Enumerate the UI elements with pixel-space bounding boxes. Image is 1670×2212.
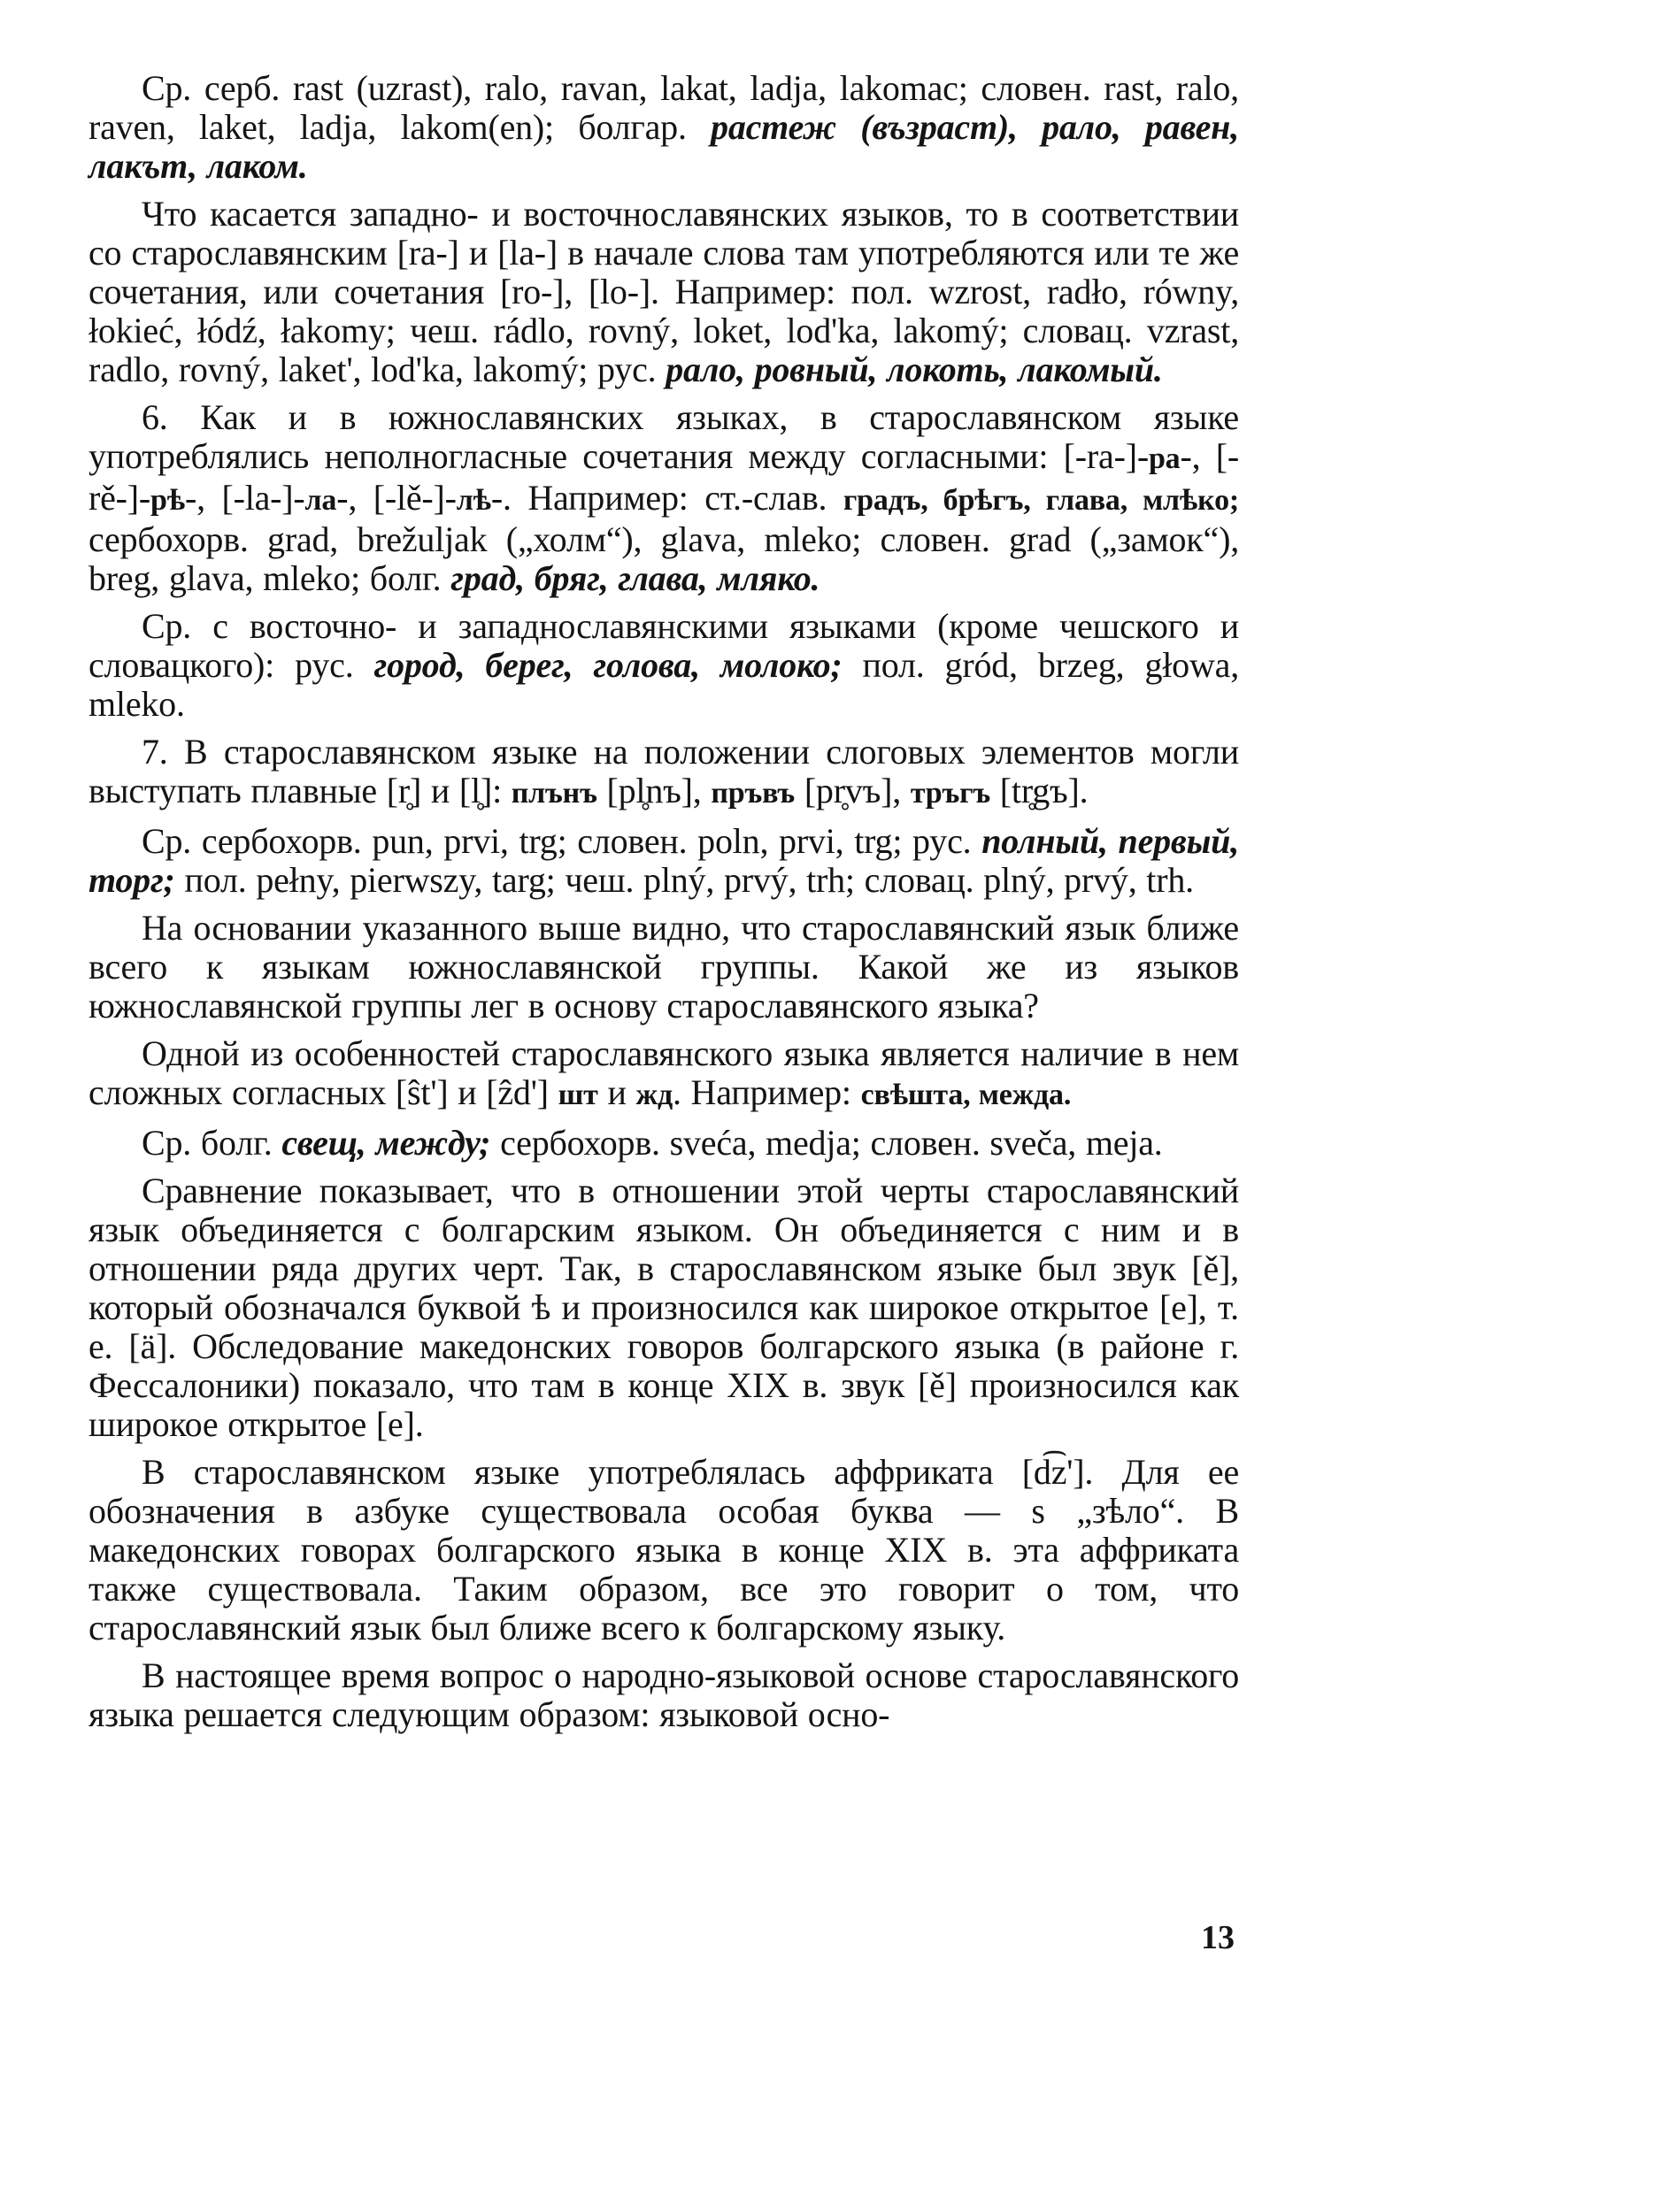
paragraph — [89, 909, 1239, 1025]
italic-text: град, бряг, глава, мляко. — [450, 558, 820, 598]
old-slavonic-text: градъ, брѣгъ, глава, млѣко; — [843, 484, 1239, 517]
text-segment: . Например: — [672, 1072, 861, 1112]
text-segment: -, [-la-]- — [184, 478, 305, 518]
text-segment: Ср. серб. rast (uzrast), ralo, ravan, lakat, ladja, lakomac; словен. rast, ralo, raven, laket, ladja, lakom(en); болгар. — [89, 68, 1239, 147]
text-segment: В старославянском языке употреблялась аффриката [d͡z']. Для ее обозначения в азбуке существовала особая буква — ѕ „зѣло“. В македонских говорах болгарского языка в конце XIX в. эта аффриката также существовала. Таким образом, все это говорит о том, что старославянский язык был ближе всего к болгарскому языку. — [89, 1452, 1239, 1647]
old-slavonic-text: свѣшта, межда. — [860, 1079, 1072, 1111]
text-segment: сербохорв. sveća, medja; словен. sveča, meja. — [490, 1123, 1163, 1163]
paragraph — [89, 607, 1239, 724]
text-segment: сербохорв. grad, brežuljak („холм“), glava, mleko; словен. grad („замок“), breg, glava, mleko; болг. — [89, 519, 1239, 598]
paragraph — [89, 1124, 1239, 1163]
text-segment: Сравнение показывает, что в отношении этой черты старославянский язык объединяется с болгарским языком. Он объединяется с ним и в отношении ряда других черт. Так, в старославянском языке был звук [ě], который обозначался буквой ѣ и произносился как широкое открытое [e], т. е. [ä]. Обследование македонских говоров болгарского языка (в районе г. Фессалоники) показало, что там в конце XIX в. звук [ě] произносился как широкое открытое [e]. — [89, 1171, 1239, 1444]
italic-text: рало, ровный, локоть, лакомый. — [666, 349, 1163, 389]
paragraph — [89, 1034, 1239, 1115]
old-slavonic-text: пръвъ — [711, 777, 796, 810]
text-segment: На основании указанного выше видно, что старославянский язык ближе всего к языкам южнославянской группы. Какой же из языков южнославянской группы лег в основу старославянского языка? — [89, 908, 1239, 1025]
text-segment: -, [-rě-]- — [89, 436, 1239, 518]
old-slavonic-text: ла — [304, 484, 337, 517]
text-segment: Одной из особенностей старославянского языка является наличие в нем сложных согласных [ŝt'] и [ẑd'] — [89, 1033, 1239, 1112]
paragraph — [89, 1656, 1239, 1734]
text-segment: [pr̥vъ], — [795, 771, 911, 810]
italic-text: город, берег, голова, молоко; — [373, 645, 843, 685]
old-slavonic-text: жд — [635, 1079, 673, 1111]
page-number: 13 — [1201, 1919, 1235, 1956]
paragraph — [89, 822, 1239, 900]
text-segment: пол. gród, brzeg, głowa, mleko. — [89, 645, 1240, 724]
text-segment: -, [-lě-]- — [336, 478, 457, 518]
text-segment: и — [597, 1072, 636, 1112]
paragraph — [89, 1453, 1239, 1647]
paragraph — [89, 1171, 1239, 1444]
text-segment: 6. Как и в южнославянских языках, в старославянском языке употреблялись неполногласные сочетания между согласными: [-ra-]- — [89, 397, 1239, 476]
italic-text: растеж (възраст), рало, равен, лакът, лаком. — [89, 107, 1239, 186]
paragraph — [89, 398, 1239, 598]
italic-text: свещ, между; — [281, 1123, 491, 1163]
paragraph — [89, 69, 1239, 186]
old-slavonic-text: ра — [1148, 442, 1181, 475]
text-segment: Ср. болг. — [142, 1123, 282, 1163]
text-segment: В настоящее время вопрос о народно-языковой основе старославянского языка решается следующим образом: языковой осно- — [89, 1655, 1239, 1734]
text-segment: -. Например: ст.-слав. — [490, 478, 843, 518]
text-segment: 7. В старославянском языке на положении слоговых элементов могли выступать плавные [r̥] и [l̥]: — [89, 732, 1239, 810]
text-segment: Ср. с восточно- и западнославянскими языками (кроме чешского и словацкого): рус. — [89, 606, 1239, 685]
italic-text: полный, первый, торг; — [89, 821, 1240, 900]
old-slavonic-text: рѣ — [150, 484, 185, 517]
paragraph — [89, 733, 1239, 813]
old-slavonic-text: шт — [558, 1079, 598, 1111]
text-segment: пол. pełny, pierwszy, targ; чеш. plný, prvý, trh; словац. plný, prvý, trh. — [174, 860, 1194, 900]
text-segment: [pl̥nъ], — [596, 771, 712, 810]
old-slavonic-text: плънъ — [511, 777, 597, 810]
text-segment: Что касается западно- и восточнославянских языков, то в соответствии со старославянским [ra-] и [la-] в начале слова там употребляются или те же сочетания, или сочетания [ro-], [lo-]. Например: пол. wzrost, radło, równy, łokieć, łódź, łakomy; чеш. rádlo, rovný, loket, lod'ka, lakomý; словац. vzrast, radlo, rovný, laket', lod'ka, lakomý; рус. — [89, 194, 1239, 389]
page-body — [89, 69, 1239, 1734]
paragraph — [89, 195, 1239, 389]
old-slavonic-text: лѣ — [456, 484, 491, 517]
text-segment: [tr̥gъ]. — [990, 771, 1089, 810]
text-segment: Ср. сербохорв. pun, prvi, trg; словен. poln, prvi, trg; рус. — [142, 821, 982, 861]
old-slavonic-text: тръгъ — [910, 777, 990, 810]
